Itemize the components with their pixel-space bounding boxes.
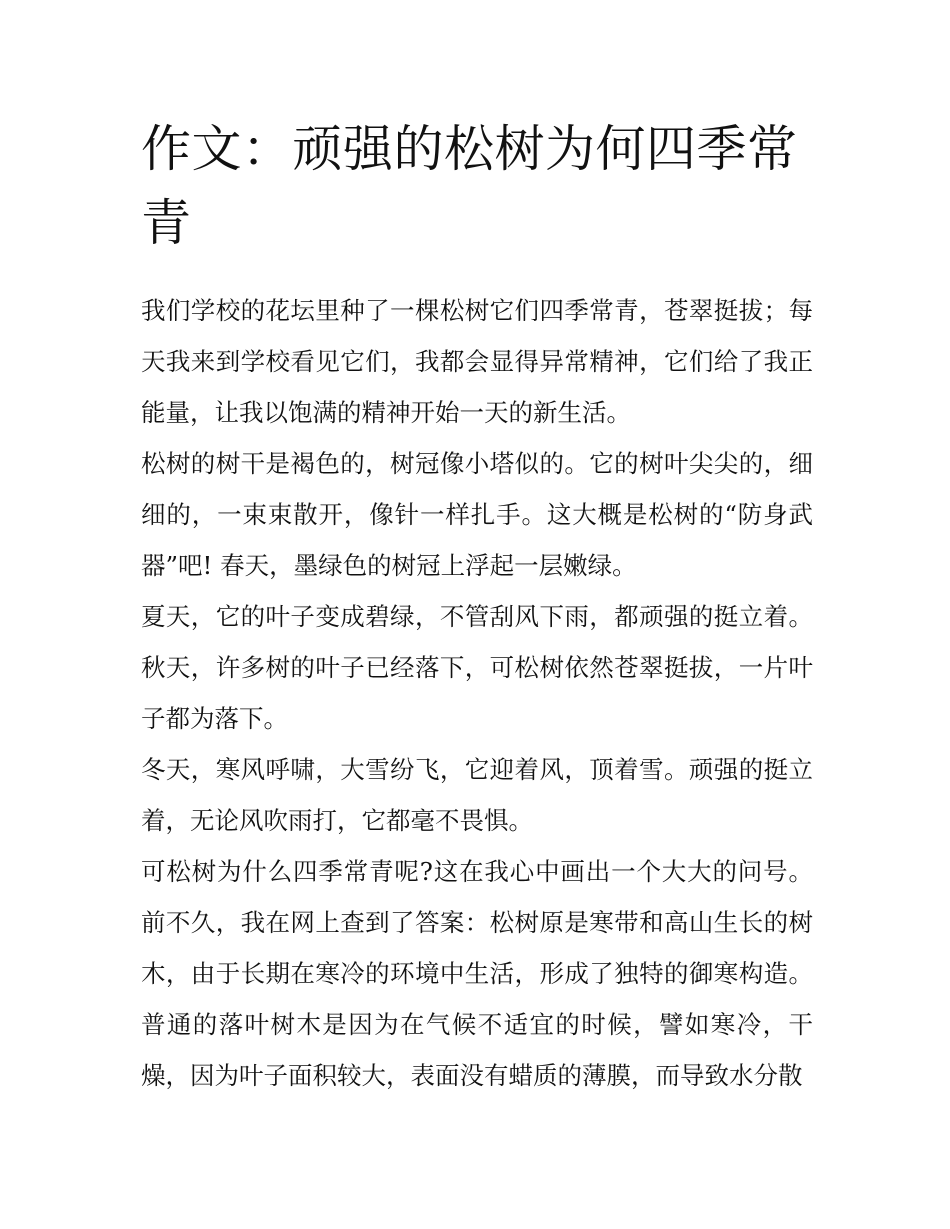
paragraph: 我们学校的花坛里种了一棵松树它们四季常青，苍翠挺拔；每天我来到学校看见它们，我都会显得异常精神，它们给了我正能量，让我以饱满的精神开始一天的新生活。 [141, 296, 813, 427]
document-page [141, 112, 813, 1101]
paragraph: 夏天，它的叶子变成碧绿，不管刮风下雨，都顽强的挺立着。秋天，许多树的叶子已经落下，可松树依然苍翠挺拔，一片叶子都为落下。 [141, 602, 813, 733]
paragraph: 冬天，寒风呼啸，大雪纷飞，它迎着风，顶着雪。顽强的挺立着，无论风吹雨打，它都毫不畏惧。 [141, 755, 813, 835]
paragraph: 可松树为什么四季常青呢?这在我心中画出一个大大的问号。前不久，我在网上查到了答案：松树原是寒带和高山生长的树木，由于长期在寒冷的环境中生活，形成了独特的御寒构造。普通的落叶树木是因为在气候不适宜的时候，譬如寒冷，干燥，因为叶子面积较大，表面没有蜡质的薄膜，而导致水分散 [141, 857, 813, 1090]
paragraph: 松树的树干是褐色的，树冠像小塔似的。它的树叶尖尖的，细细的，一束束散开，像针一样扎手。这大概是松树的“防身武器”吧! 春天，墨绿色的树冠上浮起一层嫩绿。 [141, 449, 813, 580]
document-body [141, 285, 813, 1101]
document-title: 作文：顽强的松树为何四季常青 [141, 120, 798, 252]
